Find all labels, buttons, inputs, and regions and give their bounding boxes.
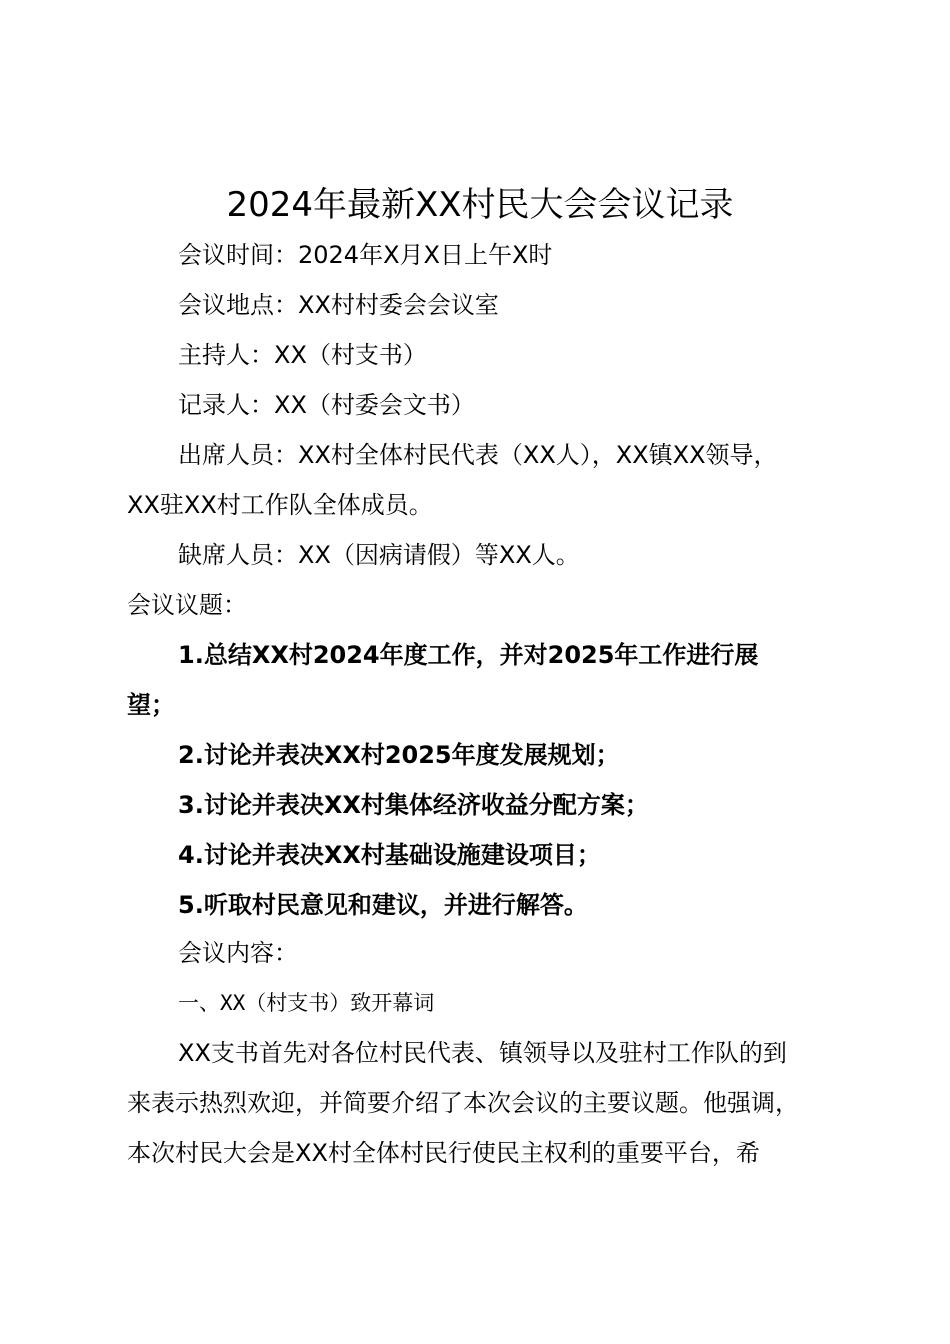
agenda-item-2: 2.讨论并表决XX村2025年度发展规划；: [178, 741, 620, 769]
section-1-paragraph-line-2: 来表示热烈欢迎，并简要介绍了本次会议的主要议题。他强调，: [127, 1089, 799, 1117]
agenda-item-1: 1.总结XX村2024年度工作，并对2025年工作进行展: [178, 641, 759, 669]
meeting-place: 会议地点：XX村村委会会议室: [178, 291, 499, 319]
meeting-absent: 缺席人员：XX（因病请假）等XX人。: [178, 541, 580, 569]
section-1-heading: 一、XX（村支书）致开幕词: [178, 991, 435, 1015]
meeting-recorder: 记录人：XX（村委会文书）: [178, 391, 475, 419]
agenda-heading: 会议议题：: [127, 591, 247, 619]
meeting-time: 会议时间：2024年X月X日上午X时: [178, 241, 553, 269]
agenda-item-4: 4.讨论并表决XX村基础设施建设项目；: [178, 841, 601, 869]
agenda-item-5: 5.听取村民意见和建议，并进行解答。: [178, 891, 588, 919]
meeting-attendees: 出席人员：XX村全体村民代表（XX人），XX镇XX领导，: [178, 441, 778, 469]
meeting-host: 主持人：XX（村支书）: [178, 341, 427, 369]
section-1-paragraph-line-1: XX支书首先对各位村民代表、镇领导以及驻村工作队的到: [178, 1039, 787, 1067]
document-title: 2024年最新XX村民大会会议记录: [226, 185, 734, 225]
agenda-item-3: 3.讨论并表决XX村集体经济收益分配方案；: [178, 791, 649, 819]
content-heading: 会议内容：: [178, 939, 298, 967]
agenda-item-1-continued: 望；: [127, 691, 175, 719]
section-1-paragraph-line-3: 本次村民大会是XX村全体村民行使民主权利的重要平台，希: [127, 1139, 760, 1167]
meeting-attendees-continued: XX驻XX村工作队全体成员。: [127, 491, 433, 519]
